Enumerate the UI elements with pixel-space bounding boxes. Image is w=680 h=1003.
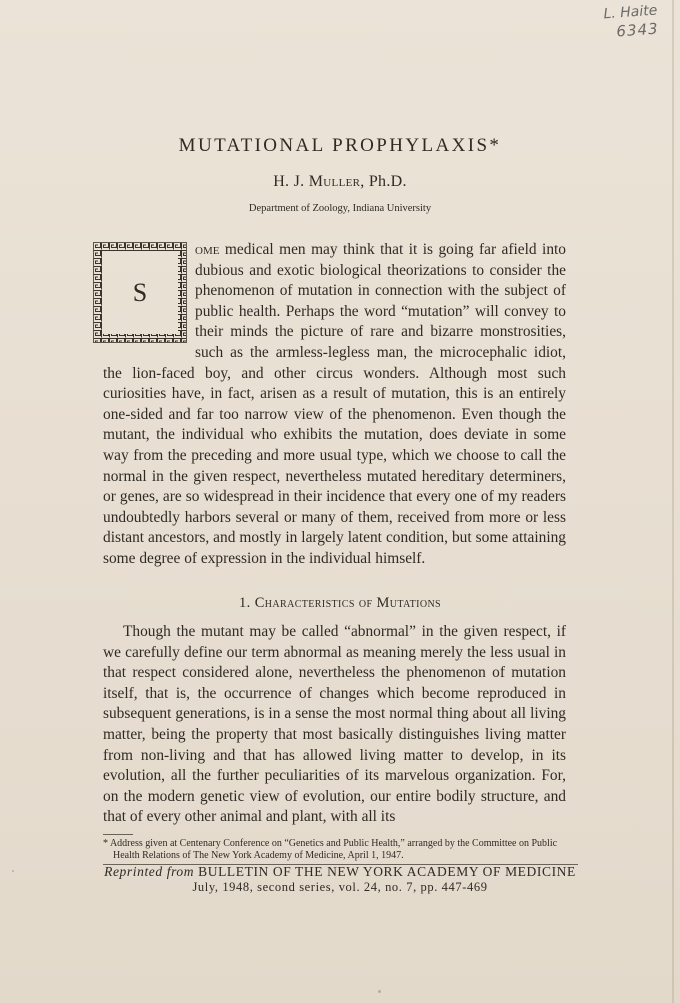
journal-name: BULLETIN OF THE NEW YORK ACADEMY OF MEDICINE <box>198 864 576 879</box>
section-number: 1. <box>238 595 251 611</box>
paragraph-characteristics: Though the mutant may be called “abnormal” in the given respect, if we carefully define our term abnormal as meaning merely the less usual in that respect considered alone, nevertheless the phenomenon of mutation itself, that is, the occurrence of changes which become reproduced in subsequent generations, is in a sense the most normal thing about all living matter, being the property that most basically distinguishes living matter from non-living and that has allowed living matter to develop, in its evolution, all the further peculiarities of its marvelous organization. For, on the modern genetic view of evolution, our entire bodily structure, and that of every other animal and plant, with all its <box>103 623 566 826</box>
article-title: MUTATIONAL PROPHYLAXIS* <box>178 135 502 156</box>
annotation-number: 6343 <box>615 19 660 41</box>
reprint-prefix: Reprinted from <box>104 864 195 879</box>
ornamental-dropcap <box>93 242 187 343</box>
footnote: * Address given at Centenary Conference on “Genetics and Public Health,” arranged by the Committee on Public Health Relations of The New York Academy of Medicine, April 1, 1947. <box>103 838 558 861</box>
author-line <box>0 173 680 191</box>
journal-details: July, 1948, second series, vol. 24, no. 7, pp. 447-469 <box>192 879 488 894</box>
footnote-rule <box>103 834 133 835</box>
author-surname: Muller <box>308 173 361 190</box>
handwritten-annotation <box>587 2 659 43</box>
opening-smallcaps: ome <box>195 241 220 258</box>
section-title: Characteristics of Mutations <box>254 595 442 611</box>
paper-speck <box>378 990 381 993</box>
paragraph-intro-text: medical men may think that it is going far afield into dubious and exotic biological theorizations to consider the phenomenon of mutation in connection with the subject of public health. Perhaps the word “mutation” will convey to their minds the picture of rare and bizarre monstrosities, such as the armless-legless man, the microcephalic idiot, the lion-faced boy, and other circus wonders. Although most such curiosities have, in fact, arisen as a result of mutation, this is an entirely one-sided and far too narrow view of the phenomenon. Even though the mutant, the individual who exhibits the mutation, does deviate in some way from the preceding and more usual type, which we choose to call the normal in the given respect, nevertheless mutated hereditary determiners, or genes, are so widespread in their incidence that every one of my readers undoubtedly harbors several or many of them, received from more or less distant ancestors, and mostly in largely latent condition, but some attaining some degree of expression in the individual himself. <box>103 241 566 567</box>
author-initials: H. J. <box>273 173 305 190</box>
annotation-name: L. Haite <box>603 2 658 23</box>
paragraph-intro <box>103 240 566 570</box>
paper-speck <box>12 870 14 872</box>
reprint-notice <box>0 864 680 895</box>
author-affiliation: Department of Zoology, Indiana University <box>248 203 432 214</box>
section-heading <box>0 595 680 612</box>
author-degree: , Ph.D. <box>360 173 407 190</box>
dropcap-letter: S <box>132 278 148 307</box>
